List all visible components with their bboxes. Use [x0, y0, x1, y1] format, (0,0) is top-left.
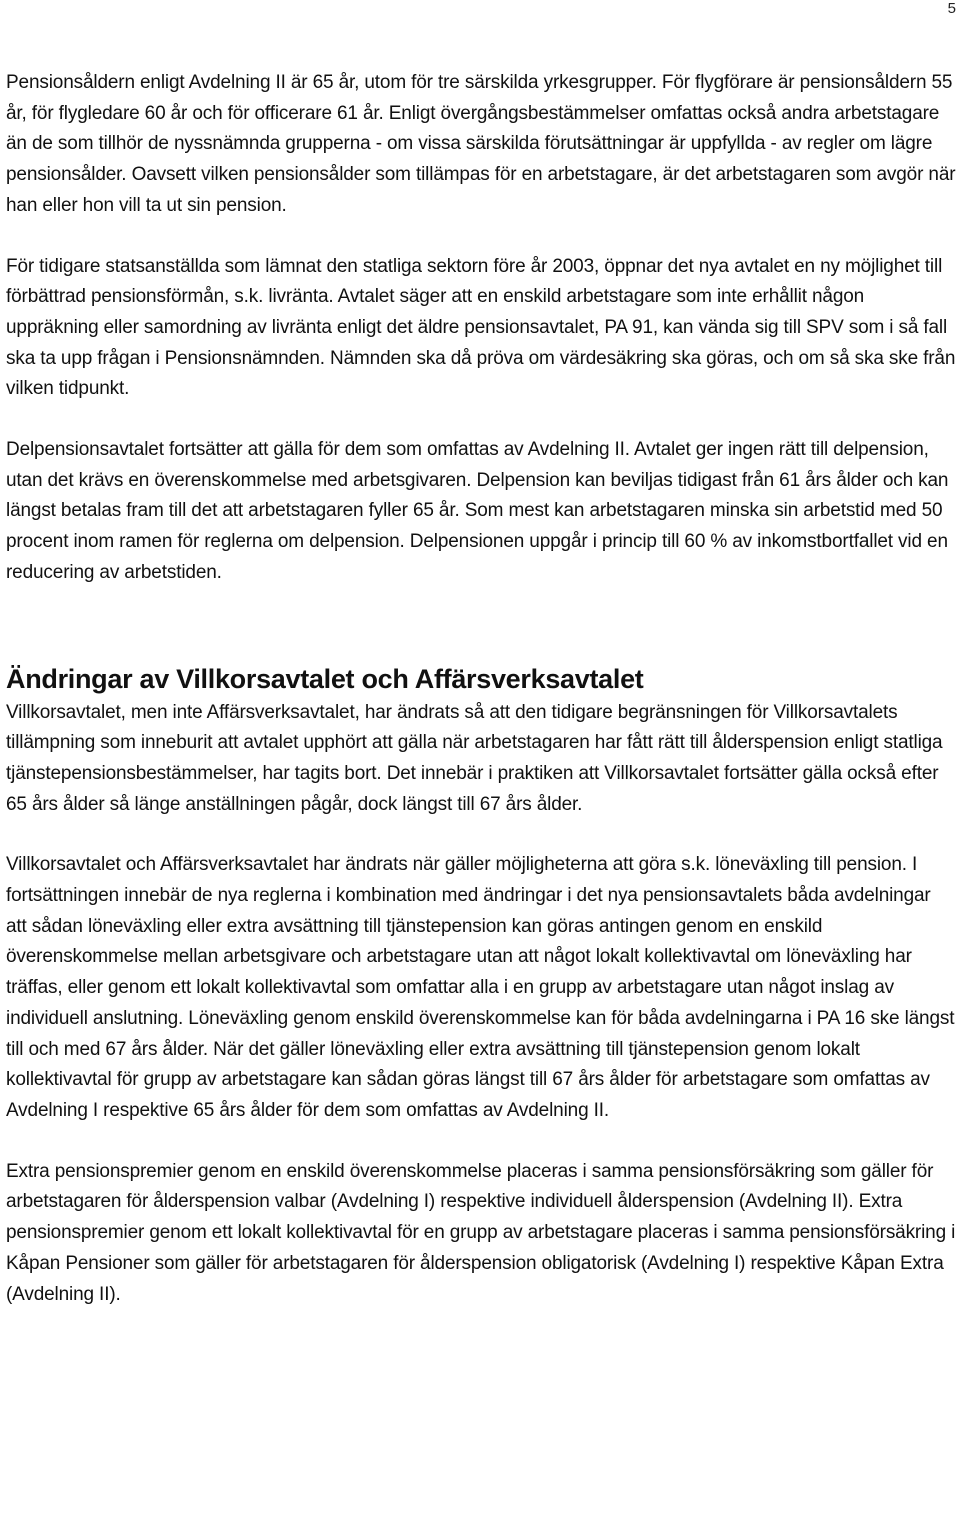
paragraph-extra-premiums: Extra pensionspremier genom en enskild överenskommelse placeras i samma pensionsförsäkring som gäller för arbetstagaren för ålderspension valbar (Avdelning I) respektive individuell ålderspension (Avdelning II). Extra pensionspremier genom ett lokalt kollektivavtal för en grupp av arbetstagare placeras i samma pensionsförsäkring i Kåpan Pensioner som gäller för arbetstagaren för ålderspension obligatorisk (Avdelning I) respektive Kåpan Extra (Avdelning II). — [6, 1160, 956, 1305]
paragraph-partial-pension: Delpensionsavtalet fortsätter att gälla för dem som omfattas av Avdelning II. Avtalet ger ingen rätt till delpension, utan det krävs en överenskommelse med arbetsgivaren. Delpension kan beviljas tidigast från 61 års ålder och kan längst betalas fram till det att arbetstagaren fyller 65 år. Som mest kan arbetstagaren minska sin arbetstid med 50 procent inom ramen för reglerna om delpension. Delpensionen uppgår i princip till 60 % av inkomstbortfallet vid en reducering av arbetstiden. — [6, 439, 949, 583]
page-number: 5 — [947, 0, 956, 17]
paragraph-retirement-age: Pensionsåldern enligt Avdelning II är 65 år, utom för tre särskilda yrkesgrupper. För flygförare är pensionsåldern 55 år, för flygledare 60 år och för officerare 61 år. Enligt övergångsbestämmelser omfattas också andra arbetstagare än de som tillhör de nyssnämnda grupperna - om vissa särskilda förutsättningar är uppfyllda - av regler om lägre pensionsålder. Oavsett vilken pensionsålder som tillämpas för en arbetstagare, är det arbetstagaren som avgör när han eller hon vill ta ut sin pension. — [6, 72, 956, 216]
section-heading: Ändringar av Villkorsavtalet och Affärsverksavtalet — [6, 663, 644, 694]
paragraph-life-annuity: För tidigare statsanställda som lämnat den statliga sektorn före år 2003, öppnar det nya avtalet en ny möjlighet till förbättrad pensionsförmån, s.k. livränta. Avtalet säger att en enskild arbetstagare som inte erhållit någon uppräkning eller samordning av livränta enligt det äldre pensionsavtalet, PA 91, kan vända sig till SPV som i så fall ska ta upp frågan i Pensionsnämnden. Nämnden ska då pröva om värdesäkring ska göras, och om så ska ske från vilken tidpunkt. — [6, 255, 956, 400]
page-content — [6, 68, 956, 1310]
paragraph-salary-exchange: Villkorsavtalet och Affärsverksavtalet har ändrats när gäller möjligheterna att göra s.k. löneväxling till pension. I fortsättningen innebär de nya reglerna i kombination med ändringar i det nya pensionsavtalets båda avdelningar att sådan löneväxling eller extra avsättning till tjänstepension kan göras antingen genom en enskild överenskommelse mellan arbetsgivare och arbetstagare utan att något lokalt kollektivavtal om löneväxling har träffas, eller genom ett lokalt kollektivavtal som omfattar alla i en grupp av arbetstagare utan något inslag av individuell anslutning. Löneväxling genom enskild överenskommelse kan för båda avdelningarna i PA 16 ske längst till och med 67 års ålder. När det gäller löneväxling eller extra avsättning till tjänstepension genom lokalt kollektivavtal för grupp av arbetstagare kan sådan göras längst till 67 års ålder för arbetstagare som omfattas av Avdelning I respektive 65 års ålder för dem som omfattas av Avdelning II. — [6, 854, 955, 1121]
paragraph-villkorsavtalet: Villkorsavtalet, men inte Affärsverksavtalet, har ändrats så att den tidigare begränsningen för Villkorsavtalets tillämpning som inneburit att avtalet upphört att gälla när arbetstagaren har fått rätt till ålderspension enligt statliga tjänstepensionsbestämmelser, har tagits bort. Det innebär i praktiken att Villkorsavtalet fortsätter gälla också efter 65 års ålder så länge anställningen pågår, dock längst till 67 års ålder. — [6, 701, 943, 815]
